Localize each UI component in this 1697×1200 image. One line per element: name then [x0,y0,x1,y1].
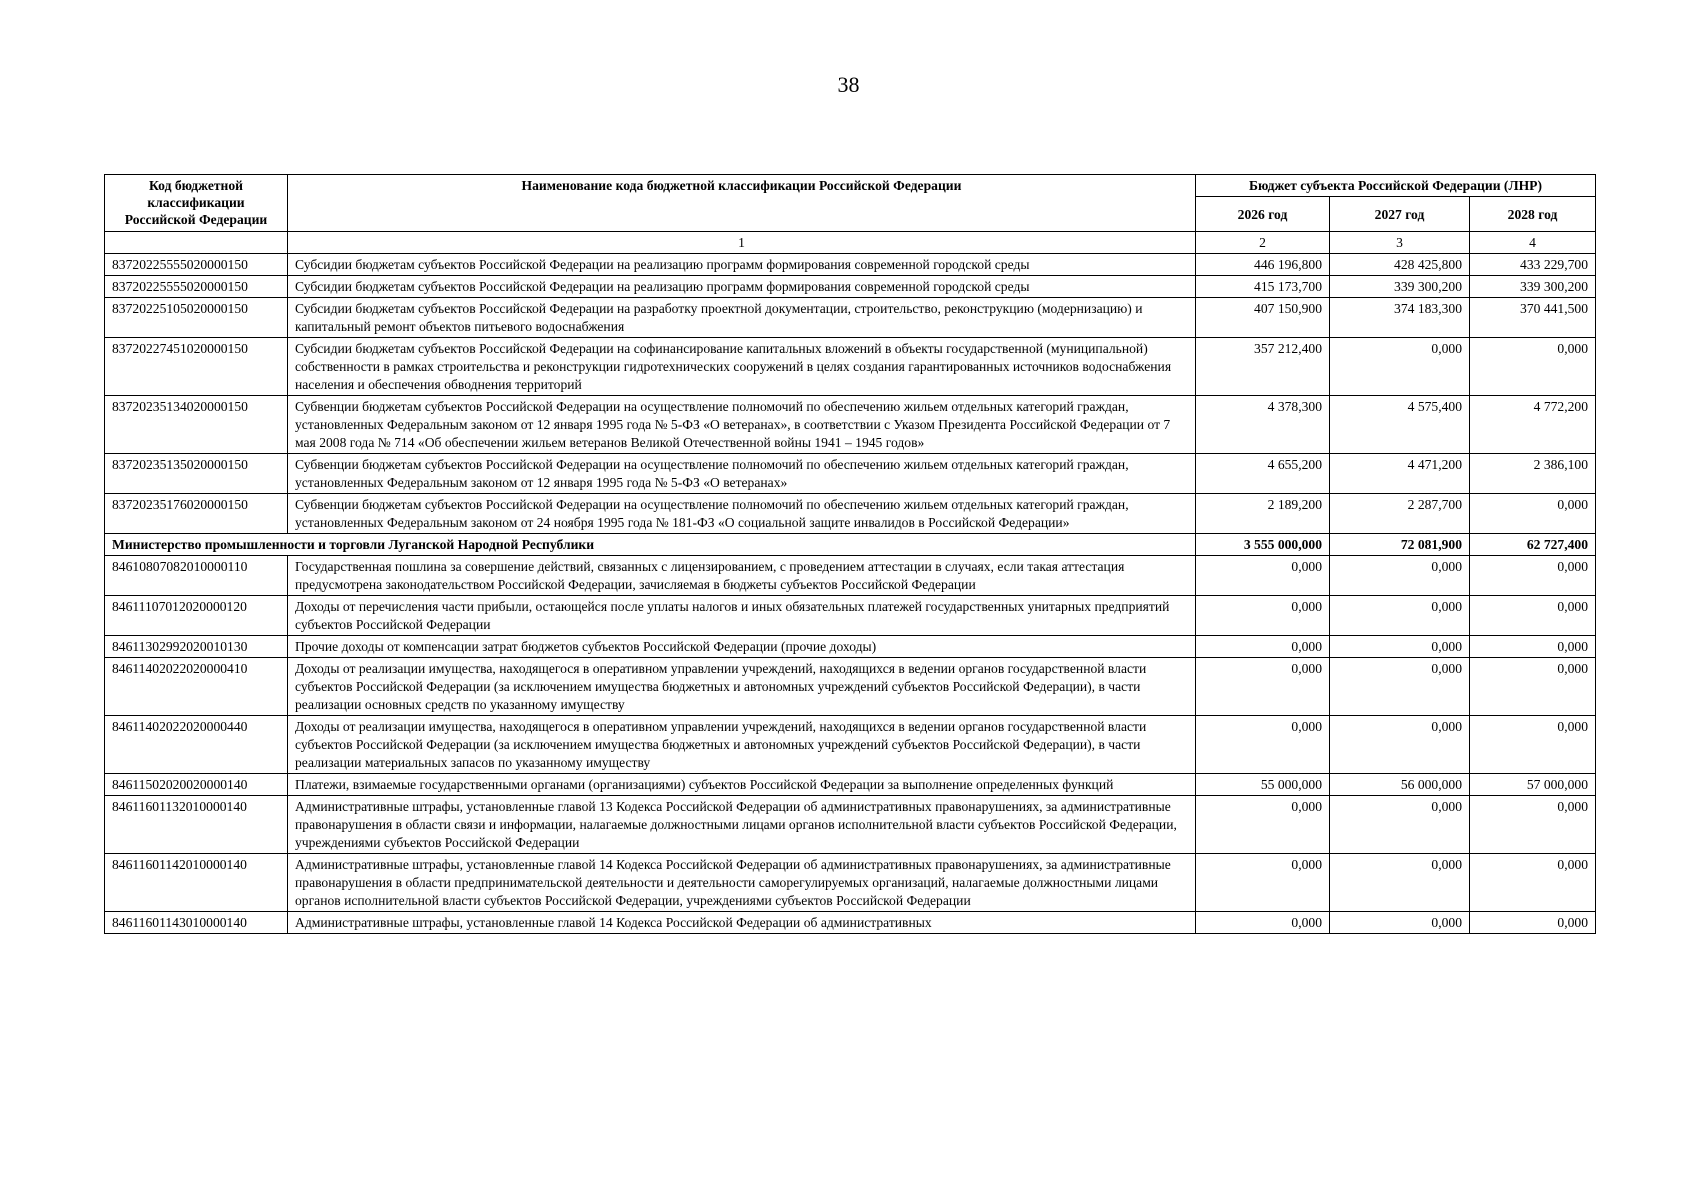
budget-code: 84611601143010000140 [105,912,288,934]
amount-2028: 4 772,200 [1470,396,1596,454]
budget-code: 84611302992020010130 [105,636,288,658]
amount-2027: 0,000 [1330,796,1470,854]
budget-table [104,174,1596,934]
budget-code-name: Субсидии бюджетам субъектов Российской Федерации на реализацию программ формирования современной городской среды [288,254,1196,276]
column-number: 1 [288,232,1196,254]
amount-2028: 0,000 [1470,338,1596,396]
amount-2028: 0,000 [1470,796,1596,854]
amount-2028: 0,000 [1470,912,1596,934]
amount-2027: 4 471,200 [1330,454,1470,494]
amount-2027: 0,000 [1330,636,1470,658]
column-number: 2 [1196,232,1330,254]
amount-2026: 0,000 [1196,854,1330,912]
budget-code-name: Административные штрафы, установленные главой 14 Кодекса Российской Федерации об административных [288,912,1196,934]
amount-2027: 0,000 [1330,912,1470,934]
amount-2026: 2 189,200 [1196,494,1330,534]
amount-2026: 55 000,000 [1196,774,1330,796]
table-row [105,338,1596,396]
amount-2028: 0,000 [1470,854,1596,912]
budget-code-name: Доходы от перечисления части прибыли, остающейся после уплаты налогов и иных обязательных платежей государственных унитарных предприятий субъектов Российской Федерации [288,596,1196,636]
header-code-column: Код бюджетной классификации Российской Федерации [105,175,288,232]
amount-2026: 446 196,800 [1196,254,1330,276]
column-number: 3 [1330,232,1470,254]
budget-code-name: Государственная пошлина за совершение действий, связанных с лицензированием, с проведением аттестации в случаях, если такая аттестация предусмотрена законодательством Российской Федерации, зачисляемая в бюджеты субъектов Российской Федерации [288,556,1196,596]
table-row [105,912,1596,934]
amount-2027: 374 183,300 [1330,298,1470,338]
section-row [105,534,1596,556]
amount-2026: 4 655,200 [1196,454,1330,494]
amount-2027: 0,000 [1330,658,1470,716]
column-numbers-row [105,232,1596,254]
amount-2026: 0,000 [1196,912,1330,934]
table-row [105,596,1596,636]
budget-code: 83720235176020000150 [105,494,288,534]
budget-code: 83720235134020000150 [105,396,288,454]
amount-2028: 0,000 [1470,494,1596,534]
amount-2027: 72 081,900 [1330,534,1470,556]
amount-2026: 4 378,300 [1196,396,1330,454]
table-row [105,454,1596,494]
amount-2026: 0,000 [1196,556,1330,596]
table-row [105,276,1596,298]
budget-code-name: Доходы от реализации имущества, находящегося в оперативном управлении учреждений, находящихся в ведении органов государственной власти субъектов Российской Федерации (за исключением имущества бюджетных и автономных учреждений субъектов Российской Федерации), в части реализации основных средств по указанному имуществу [288,658,1196,716]
amount-2028: 57 000,000 [1470,774,1596,796]
budget-code-name: Доходы от реализации имущества, находящегося в оперативном управлении учреждений, находящихся в ведении органов государственной власти субъектов Российской Федерации (за исключением имущества бюджетных и автономных учреждений субъектов Российской Федерации), в части реализации материальных запасов по указанному имуществу [288,716,1196,774]
amount-2027: 56 000,000 [1330,774,1470,796]
amount-2026: 3 555 000,000 [1196,534,1330,556]
amount-2027: 428 425,800 [1330,254,1470,276]
header-budget-column: Бюджет субъекта Российской Федерации (ЛНР) [1196,175,1596,197]
header-year-2027: 2027 год [1330,197,1470,232]
header-name-column: Наименование кода бюджетной классификации Российской Федерации [288,175,1196,232]
table-row [105,494,1596,534]
amount-2028: 0,000 [1470,636,1596,658]
budget-code: 83720225555020000150 [105,276,288,298]
table-body [105,254,1596,934]
budget-code-name: Субсидии бюджетам субъектов Российской Федерации на разработку проектной документации, строительство, реконструкцию (модернизацию) и капитальный ремонт объектов питьевого водоснабжения [288,298,1196,338]
column-number: 4 [1470,232,1596,254]
table-row [105,716,1596,774]
header-row [105,175,1596,197]
amount-2027: 339 300,200 [1330,276,1470,298]
table-row [105,854,1596,912]
budget-code: 84611402022020000410 [105,658,288,716]
table-row [105,636,1596,658]
amount-2026: 0,000 [1196,636,1330,658]
table-row [105,556,1596,596]
amount-2027: 0,000 [1330,556,1470,596]
amount-2026: 0,000 [1196,716,1330,774]
table-row [105,658,1596,716]
budget-code: 84611502020020000140 [105,774,288,796]
header-year-2026: 2026 год [1196,197,1330,232]
budget-code-name: Административные штрафы, установленные главой 13 Кодекса Российской Федерации об административных правонарушениях, за административные правонарушения в области связи и информации, налагаемые должностными лицами органов исполнительной власти субъектов Российской Федерации, учреждениями субъектов Российской Федерации [288,796,1196,854]
amount-2026: 415 173,700 [1196,276,1330,298]
amount-2026: 407 150,900 [1196,298,1330,338]
amount-2028: 339 300,200 [1470,276,1596,298]
column-number-blank [105,232,288,254]
budget-code: 84611601142010000140 [105,854,288,912]
amount-2028: 0,000 [1470,556,1596,596]
amount-2027: 0,000 [1330,596,1470,636]
amount-2026: 0,000 [1196,658,1330,716]
budget-code-name: Прочие доходы от компенсации затрат бюджетов субъектов Российской Федерации (прочие доходы) [288,636,1196,658]
budget-code: 84610807082010000110 [105,556,288,596]
amount-2028: 62 727,400 [1470,534,1596,556]
table-row [105,254,1596,276]
amount-2028: 0,000 [1470,716,1596,774]
budget-code-name: Субвенции бюджетам субъектов Российской Федерации на осуществление полномочий по обеспечению жильем отдельных категорий граждан, установленных Федеральным законом от 12 января 1995 года № 5-ФЗ «О ветеранах» [288,454,1196,494]
section-title: Министерство промышленности и торговли Луганской Народной Республики [105,534,1196,556]
amount-2027: 0,000 [1330,716,1470,774]
amount-2026: 0,000 [1196,596,1330,636]
amount-2028: 370 441,500 [1470,298,1596,338]
budget-code: 84611107012020000120 [105,596,288,636]
amount-2027: 0,000 [1330,338,1470,396]
budget-code: 83720225105020000150 [105,298,288,338]
budget-code-name: Субвенции бюджетам субъектов Российской Федерации на осуществление полномочий по обеспечению жильем отдельных категорий граждан, установленных Федеральным законом от 12 января 1995 года № 5-ФЗ «О ветеранах», в соответствии с Указом Президента Российской Федерации от 7 мая 2008 года № 714 «Об обеспечении жильем ветеранов Великой Отечественной войны 1941 – 1945 годов» [288,396,1196,454]
table-row [105,796,1596,854]
budget-code-name: Субсидии бюджетам субъектов Российской Федерации на реализацию программ формирования современной городской среды [288,276,1196,298]
amount-2028: 2 386,100 [1470,454,1596,494]
table-row [105,396,1596,454]
table-header [105,175,1596,254]
amount-2027: 2 287,700 [1330,494,1470,534]
amount-2028: 0,000 [1470,596,1596,636]
amount-2026: 357 212,400 [1196,338,1330,396]
budget-code: 83720225555020000150 [105,254,288,276]
amount-2026: 0,000 [1196,796,1330,854]
budget-code-name: Субсидии бюджетам субъектов Российской Федерации на софинансирование капитальных вложений в объекты государственной (муниципальной) собственности в рамках строительства и реконструкции гидротехнических сооружений в целях создания гарантированных источников водоснабжения населения и обеспечения обводнения территорий [288,338,1196,396]
amount-2027: 4 575,400 [1330,396,1470,454]
amount-2028: 433 229,700 [1470,254,1596,276]
budget-code: 84611601132010000140 [105,796,288,854]
budget-code-name: Платежи, взимаемые государственными органами (организациями) субъектов Российской Федерации за выполнение определенных функций [288,774,1196,796]
table-row [105,774,1596,796]
table-row [105,298,1596,338]
header-year-2028: 2028 год [1470,197,1596,232]
budget-code: 83720227451020000150 [105,338,288,396]
page-number: 38 [837,72,860,97]
budget-code-name: Субвенции бюджетам субъектов Российской Федерации на осуществление полномочий по обеспечению жильем отдельных категорий граждан, установленных Федеральным законом от 24 ноября 1995 года № 181-ФЗ «О социальной защите инвалидов в Российской Федерации» [288,494,1196,534]
budget-code: 83720235135020000150 [105,454,288,494]
budget-code: 84611402022020000440 [105,716,288,774]
budget-code-name: Административные штрафы, установленные главой 14 Кодекса Российской Федерации об административных правонарушениях, за административные правонарушения в области предпринимательской деятельности и деятельности саморегулируемых организаций, налагаемые должностными лицами органов исполнительной власти субъектов Российской Федерации, учреждениями субъектов Российской Федерации [288,854,1196,912]
amount-2027: 0,000 [1330,854,1470,912]
amount-2028: 0,000 [1470,658,1596,716]
